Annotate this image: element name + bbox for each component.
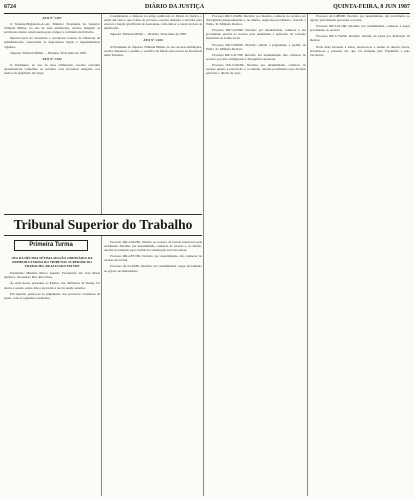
page-number: 6724 — [4, 4, 16, 10]
paragraph: O Tenente-Brigadeiro-do-Ar, Ministro Presidente do Superior Tribunal Militar, no uso de suas atribuições, resolve designar os servidores abaixo relacionados para compor a comissão de licitação. — [4, 22, 100, 35]
minutes-heading: ATA DA DÉCIMA SÉTIMA SESSÃO ORDINÁRIA DA PRIMEIRA TURMA DO TRIBUNAL SUPERIOR DO TRABALHO, REALIZADA EM 1987 — [11, 256, 93, 269]
paragraph: Processo RR-5.233/86. Decisão: por unanimidade, conhecer e dar provimento parcial ao recurso para determinar a aplicação da correção monetária na forma da lei. — [206, 28, 306, 41]
publication-title: DIÁRIO DA JUSTIÇA — [144, 4, 205, 10]
paragraph: Processo RR-5.502/86. Decisão: por unanimidade, conhecer do recurso quanto à prescrição e, no mérito, dar-lhe provimento para declarar prescrito o direito de ação. — [206, 62, 306, 76]
paragraph: Diretor-Geral da Secretaria e servidores lotados na Diretoria de Administração, observadas as disposições legais e regulamentares vigentes. — [4, 36, 100, 49]
paragraph: O Presidente do Superior Tribunal Militar, no uso de suas atribuições, resolve dispensar, a pedido, o servidor da função que exerce na Secretaria deste Tribunal. — [104, 44, 202, 57]
column-2-lower — [104, 240, 202, 488]
paragraph: Considerando o disposto no artigo publicado no Diário da Justiça, e tendo em vista o que consta do processo, resolve designar o servidor para exercer a função gratificada de Assistente, com efeitos a contar da data da publicação. — [104, 14, 202, 31]
column-1 — [4, 14, 100, 210]
column-divider — [307, 14, 308, 496]
minutes-column — [4, 254, 100, 488]
column-divider — [203, 14, 204, 496]
column-divider — [101, 14, 102, 496]
act-heading: ATO Nº 1.032 — [42, 56, 62, 61]
paragraph: Processo RR-5.104/86. Decisão: por maioria, conhecer do recurso por divergência jurisprudencial e, no mérito, negar-lhe provimento, vencido o Exmo. Sr. Ministro Relator. — [206, 14, 306, 27]
subsection-title: Primeira Turma — [14, 240, 88, 251]
paragraph: Processo AI-3.210/86. Decisão: por unanimidade, negar provimento ao agravo de instrumento. — [104, 264, 202, 273]
paragraph: Processo RR-4.562/86, relativo ao recurso de revista interposto pela reclamada. Decisão: por unanimidade, conhecer do recurso e, no mérito, dar-lhe provimento para excluir da condenação as horas extras. — [104, 240, 202, 253]
paragraph: Processo RR-4.871/86. Decisão: por unanimidade, não conhecer do recurso de revista. — [104, 254, 202, 263]
paragraph: Processo RR-5.390/86. Decisão: adiado o julgamento a pedido do Exmo. Sr. Ministro Revisor. — [206, 42, 306, 51]
paragraph: Às treze horas, presentes os Exmos. Srs. Ministros da Turma, foi aberta a sessão, sendo lida e aprovada a ata da sessão anterior. — [4, 281, 100, 290]
paragraph: Presidente: Ministro Marco Aurélio. Procurador: Dr. José Maria Quadros. Secretário: Bel. Aldo Pires. — [4, 271, 100, 280]
paragraph: Nada mais havendo a tratar, encerrou-se a sessão às dezoito horas, lavrando-se a presente ata, que vai assinada pelo Presidente e pelo Secretário. — [310, 44, 410, 57]
paragraph: Processo AI-3.488/86. Decisão: por unanimidade, dar provimento ao agravo para mandar processar a revista. — [310, 14, 410, 23]
paragraph: Processo RR-5.417/86. Decisão: por unanimidade, não conhecer do recurso, por não configurada a divergência apontada. — [206, 52, 306, 61]
paragraph: O Presidente, no uso de suas atribuições, resolve conceder aposentadoria voluntária ao servidor com proventos integrais, nos termos da legislação em vigor. — [4, 62, 100, 76]
column-4 — [310, 14, 410, 498]
column-3 — [206, 14, 306, 498]
paragraph: Processo RR-5.734/86. Decisão: retirado de pauta por indicação do Relator. — [310, 34, 410, 43]
paragraph: Em seguida, passou-se ao julgamento dos processos constantes da pauta, com os seguintes resultados. — [4, 291, 100, 300]
publication-date: QUINTA-FEIRA, 8 JUN 1987 — [333, 4, 410, 10]
act-heading: ATO Nº 1.027 — [42, 16, 62, 20]
column-2 — [104, 14, 202, 210]
paragraph: Superior Tribunal Militar — Brasília, 30 de maio de 1987. — [10, 50, 88, 55]
paragraph: Superior Tribunal Militar — Brasília, 30 de maio de 1987. — [110, 32, 188, 37]
paragraph: Processo RR-5.611/86. Decisão: por unanimidade, conhecer e negar provimento ao recurso. — [310, 24, 410, 33]
act-heading: ATO Nº 1.034 — [143, 38, 163, 43]
section-title: Tribunal Superior do Trabalho — [4, 214, 202, 236]
page-header — [4, 2, 410, 14]
